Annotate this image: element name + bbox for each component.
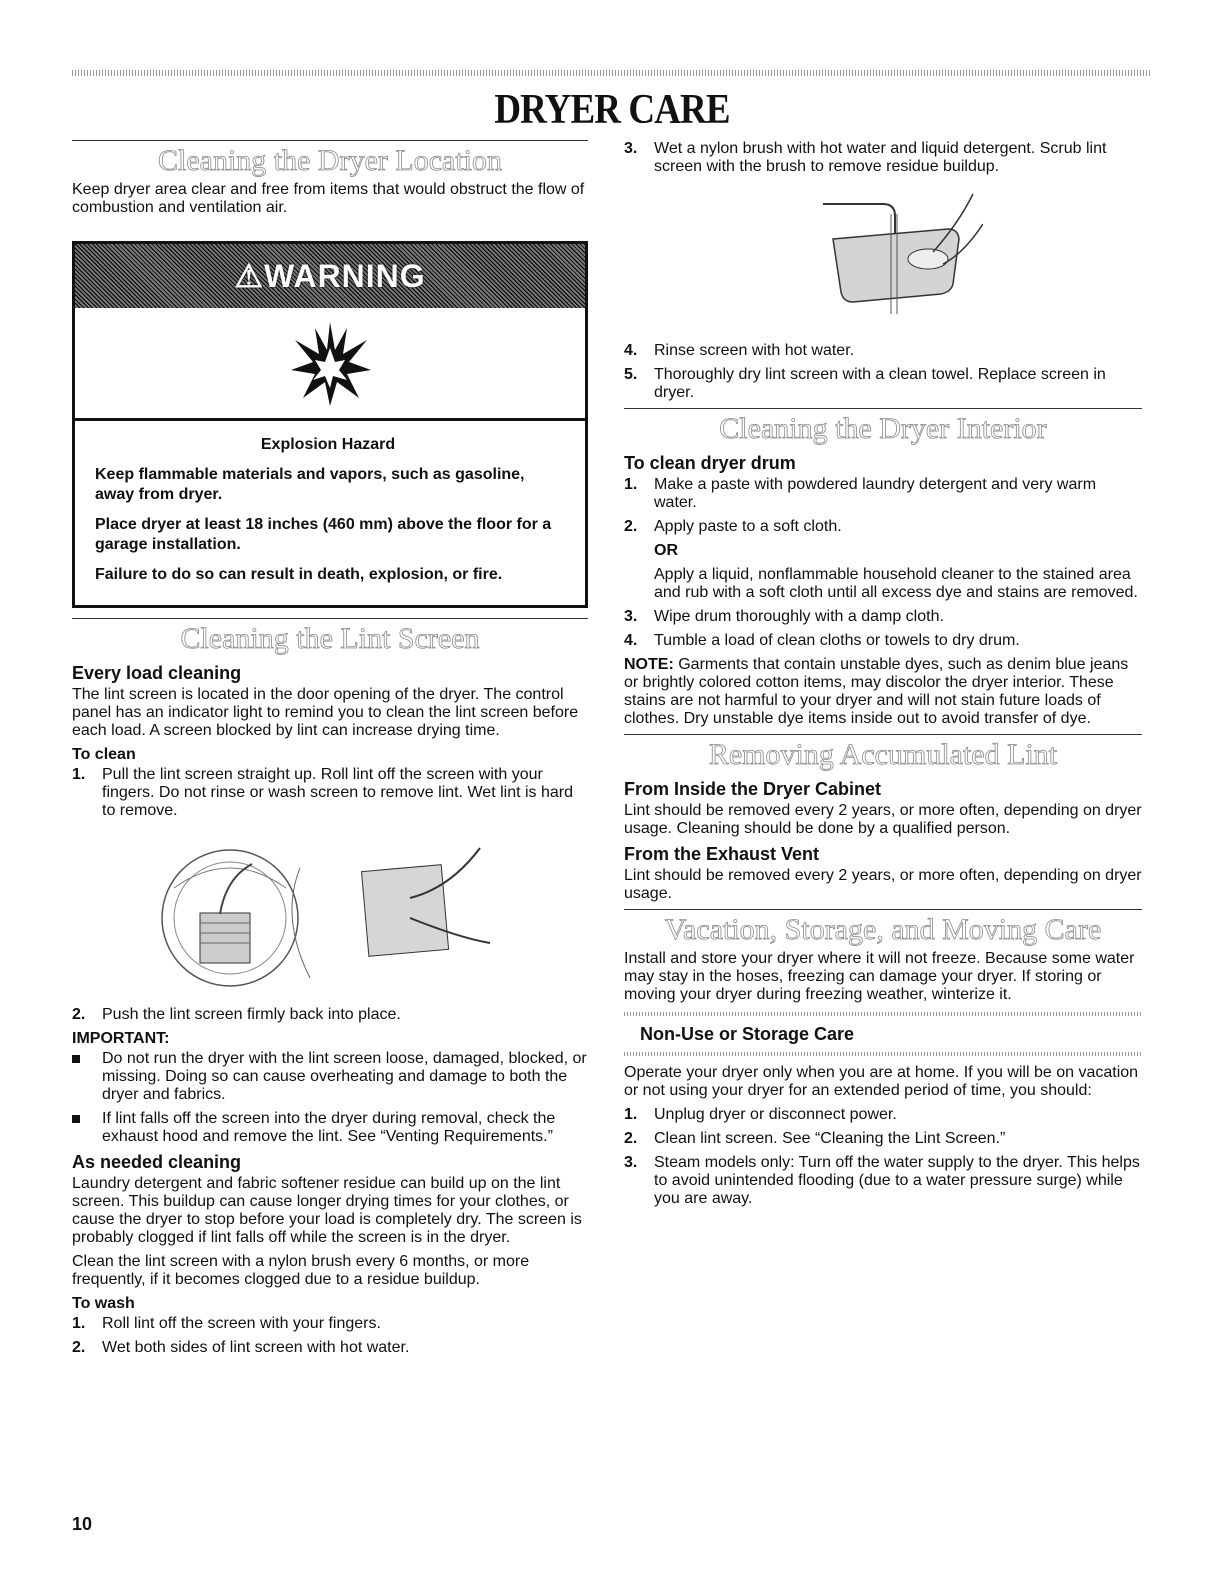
section-title-location: Cleaning the Dryer Location [157, 144, 503, 177]
warning-label: ⚠WARNING [234, 258, 426, 294]
to-clean-heading: To clean [72, 746, 136, 763]
list-item: 4. Rinse screen with hot water. [624, 342, 855, 359]
list-item: If lint falls off the screen into the dryer during removal, check the exhaust hood and remove the lint. See “Venting Requirements.” [72, 1110, 588, 1146]
every-load-text: The lint screen is located in the door opening of the dryer. The control panel has an indicator light to remind you to clean the lint screen before each load. A screen blocked by lint can increase drying time. [72, 686, 579, 739]
warning-hazard: Explosion Hazard [260, 436, 396, 453]
list-item: 2. Apply paste to a soft cloth. [624, 518, 842, 535]
to-wash-list-continued [624, 140, 1142, 176]
vent-text: Lint should be removed every 2 years, or more often, depending on dryer usage. [624, 867, 1142, 902]
note-text: NOTE: Garments that contain unstable dyes, such as denim blue jeans or brightly colored cotton items, may discolor the dryer interior. These stains are not harmful to your dryer and will not stain future loads of clothes. Dry unstable dye items inside out to avoid transfer of dye. [624, 656, 1129, 727]
as-needed-heading: As needed cleaning [72, 1152, 242, 1172]
to-clean-list-continued [72, 1006, 588, 1024]
to-wash-list [72, 1315, 588, 1357]
dotted-rule [624, 1052, 1142, 1056]
drum-heading: To clean dryer drum [624, 453, 796, 473]
nonuse-heading: Non-Use or Storage Care [640, 1024, 855, 1044]
warning-line: Failure to do so can result in death, explosion, or fire. [95, 566, 503, 583]
every-load-heading: Every load cleaning [72, 663, 242, 683]
vacation-text: Install and store your dryer where it will not freeze. Because some water may stay in the hoses, freezing can damage your dryer. If storing or moving your dryer during freezing weather, winterize it. [624, 950, 1135, 1003]
cabinet-text: Lint should be removed every 2 years, or more often, depending on dryer usage. Cleaning should be done by a qualified person. [624, 802, 1142, 837]
section-rule [624, 909, 1142, 910]
list-item: 2. Push the lint screen firmly back into place. [72, 1006, 401, 1023]
to-clean-list [72, 766, 588, 820]
warning-line: Place dryer at least 18 inches (460 mm) above the floor for a garage installation. [95, 516, 552, 553]
as-needed-text-2: Clean the lint screen with a nylon brush every 6 months, or more frequently, if it becomes clogged due to a residue buildup. [72, 1253, 530, 1288]
right-column [624, 140, 1142, 1214]
list-item: 1. Pull the lint screen straight up. Roll lint off the screen with your fingers. Do not rinse or wash screen to remove lint. Wet lint is hard to remove. [72, 766, 574, 819]
drum-list-continued [624, 608, 1142, 650]
lint-screen-illustration [72, 828, 588, 998]
list-item: 5. Thoroughly dry lint screen with a clean towel. Replace screen in dryer. [624, 366, 1106, 401]
section-title-interior: Cleaning the Dryer Interior [719, 412, 1047, 445]
as-needed-text: Laundry detergent and fabric softener residue can build up on the lint screen. This buildup can cause longer drying times for your clothes, or cause the dryer to stop before your load is completely dry. The screen is probably clogged if lint falls off while the screen is in the dryer. [72, 1175, 582, 1246]
section-title-accumulated: Removing Accumulated Lint [708, 738, 1058, 771]
list-item: 1. Roll lint off the screen with your fingers. [72, 1315, 381, 1332]
nonuse-list [624, 1106, 1142, 1208]
warning-line: Keep flammable materials and vapors, such as gasoline, away from dryer. [95, 466, 525, 503]
left-column [72, 140, 588, 1363]
list-item: 3. Steam models only: Turn off the water supply to the dryer. This helps to avoid unintended flooding (due to a water pressure surge) while you are away. [624, 1154, 1140, 1207]
list-item: 3. Wipe drum thoroughly with a damp cloth. [624, 608, 944, 625]
vent-heading: From the Exhaust Vent [624, 844, 820, 864]
section-rule [624, 408, 1142, 409]
list-item: 3. Wet a nylon brush with hot water and liquid detergent. Scrub lint screen with the brush to remove residue buildup. [624, 140, 1107, 175]
brush-scrub-illustration [624, 184, 1142, 334]
list-item: 2. Clean lint screen. See “Cleaning the Lint Screen.” [624, 1130, 1006, 1147]
to-wash-heading: To wash [72, 1295, 135, 1312]
warning-header [75, 244, 585, 308]
section-rule [72, 618, 588, 619]
explosion-icon [75, 308, 585, 421]
list-item: 4. Tumble a load of clean cloths or towels to dry drum. [624, 632, 1020, 649]
drum-list [624, 476, 1142, 536]
important-heading: IMPORTANT: [72, 1030, 170, 1047]
section-rule [72, 140, 588, 141]
page-title: DRYER CARE [494, 87, 730, 133]
top-dotted-rule [72, 70, 1150, 76]
nonuse-text: Operate your dryer only when you are at home. If you will be on vacation or not using your dryer for an extended period of time, you should: [624, 1064, 1139, 1099]
section-title-vacation: Vacation, Storage, and Moving Care [664, 913, 1102, 946]
or-text: Apply a liquid, nonflammable household cleaner to the stained area and rub with a soft cloth until all excess dye and stains are removed. [654, 566, 1138, 601]
list-item: 2. Wet both sides of lint screen with hot water. [72, 1339, 410, 1356]
or-label: OR [654, 542, 678, 559]
page-number: 10 [72, 1514, 93, 1534]
warning-body [75, 421, 585, 605]
list-item: 1. Unplug dryer or disconnect power. [624, 1106, 897, 1123]
to-wash-list-end [624, 342, 1142, 402]
list-item: 1. Make a paste with powdered laundry detergent and very warm water. [624, 476, 1097, 511]
list-item: Do not run the dryer with the lint screen loose, damaged, blocked, or missing. Doing so can cause overheating and damage to both the dryer and fabrics. [72, 1050, 588, 1104]
cabinet-heading: From Inside the Dryer Cabinet [624, 779, 882, 799]
location-text: Keep dryer area clear and free from items that would obstruct the flow of combustion and ventilation air. [72, 181, 585, 216]
warning-box [72, 241, 588, 608]
important-list [72, 1050, 588, 1146]
section-title-lint: Cleaning the Lint Screen [180, 622, 480, 655]
dotted-rule [624, 1012, 1142, 1016]
section-rule [624, 734, 1142, 735]
